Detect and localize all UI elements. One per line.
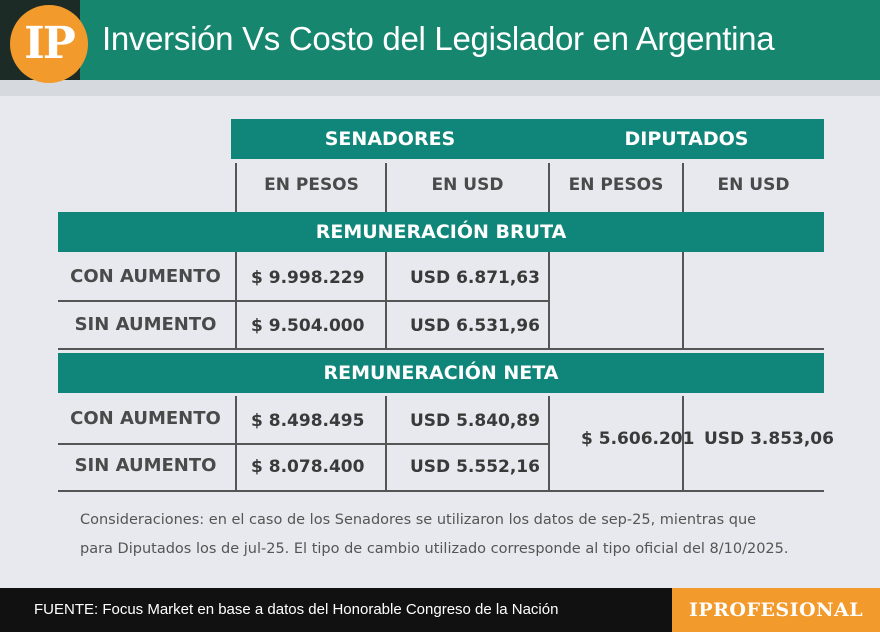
footer-bar bbox=[0, 588, 880, 632]
divider bbox=[235, 163, 237, 212]
cell-bruta-con-sen-pesos: $ 9.998.229 bbox=[251, 268, 365, 288]
section-bruta-title: REMUNERACIÓN BRUTA bbox=[58, 212, 824, 252]
cell-neta-sin-sen-usd: USD 5.552,16 bbox=[410, 457, 540, 477]
row-label-neta-con: CON AUMENTO bbox=[70, 408, 221, 429]
col-header-dip-pesos: EN PESOS bbox=[568, 175, 664, 195]
col-header-sen-pesos: EN PESOS bbox=[264, 175, 359, 195]
cell-neta-dip-usd: USD 3.853,06 bbox=[704, 429, 834, 449]
row-label-bruta-sin: SIN AUMENTO bbox=[74, 314, 217, 335]
ip-logo: IP bbox=[10, 5, 88, 83]
divider bbox=[682, 163, 684, 212]
cell-bruta-sin-sen-usd: USD 6.531,96 bbox=[410, 316, 540, 336]
diputados-header: DIPUTADOS bbox=[624, 128, 749, 150]
section-neta-title: REMUNERACIÓN NETA bbox=[58, 353, 824, 393]
cell-neta-con-sen-pesos: $ 8.498.495 bbox=[251, 411, 365, 431]
note-line-2: para Diputados los de jul-25. El tipo de cambio utilizado corresponde al tipo oficial del 8/10/2025. bbox=[80, 541, 789, 557]
divider bbox=[682, 252, 684, 350]
col-header-sen-usd: EN USD bbox=[431, 175, 504, 195]
divider bbox=[385, 163, 387, 212]
iprofesional-logo: IPROFESIONAL bbox=[672, 588, 880, 632]
note-line-1: Consideraciones: en el caso de los Senadores se utilizaron los datos de sep-25, mientras que bbox=[80, 512, 757, 528]
divider bbox=[58, 348, 824, 350]
divider bbox=[548, 163, 550, 212]
source-text: FUENTE: Focus Market en base a datos del Honorable Congreso de la Nación bbox=[34, 601, 559, 618]
cell-neta-dip-pesos: $ 5.606.201 bbox=[581, 429, 695, 449]
cell-bruta-con-sen-usd: USD 6.871,63 bbox=[410, 268, 540, 288]
divider bbox=[58, 443, 549, 445]
cell-neta-con-sen-usd: USD 5.840,89 bbox=[410, 411, 540, 431]
divider bbox=[58, 300, 549, 302]
row-label-neta-sin: SIN AUMENTO bbox=[74, 455, 217, 476]
row-label-bruta-con: CON AUMENTO bbox=[70, 266, 221, 287]
cell-bruta-sin-sen-pesos: $ 9.504.000 bbox=[251, 316, 365, 336]
senadores-header: SENADORES bbox=[324, 128, 456, 150]
col-header-dip-usd: EN USD bbox=[717, 175, 790, 195]
divider bbox=[58, 490, 824, 492]
cell-neta-sin-sen-pesos: $ 8.078.400 bbox=[251, 457, 365, 477]
page-title: Inversión Vs Costo del Legislador en Argentina bbox=[102, 20, 775, 57]
